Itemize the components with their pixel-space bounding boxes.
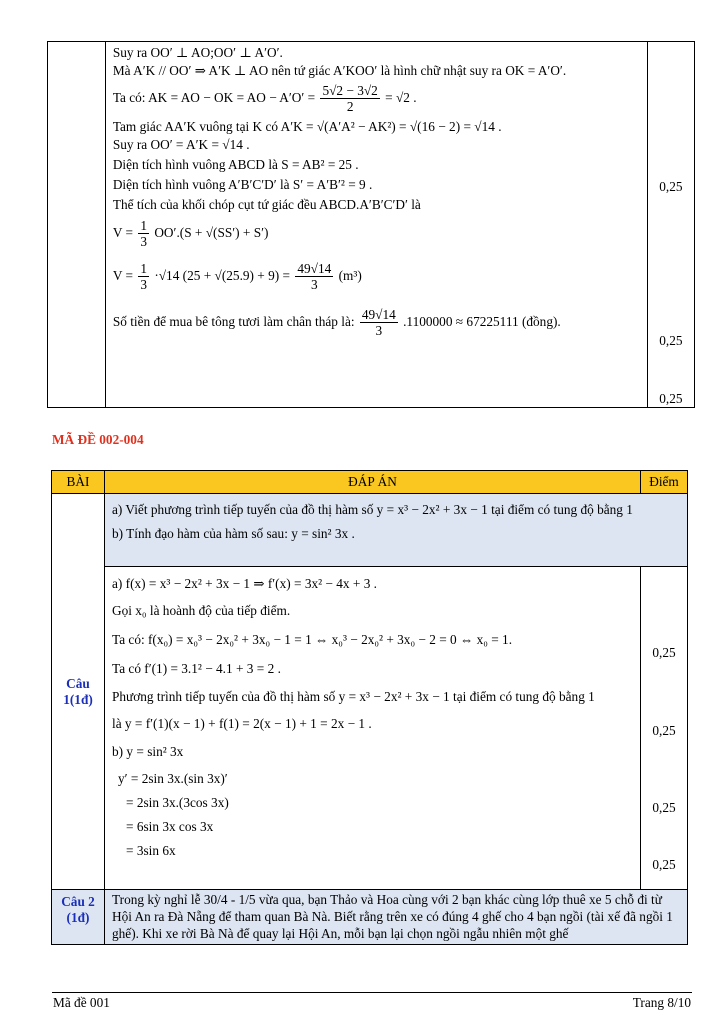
question-2-text: Trong kỳ nghỉ lễ 30/4 - 1/5 vừa qua, bạn Thảo và Hoa cùng với 2 bạn khác cùng lớp thuê xe 5 chỗ đi từ Hội An ra Đà Nẵng để tham quan Bà Nà. Biết rằng trên xe có đúng 4 ghế cho 4 bạn ngồi (tài xế đã ngồi 1 ghế). Khi xe rời Bà Nà để quay lại Hội An, mỗi bạn lại chọn ngồi ngẫu nhiên một ghế [112, 892, 673, 941]
fraction [295, 261, 333, 292]
prompt-line: b) Tính đạo hàm của hàm số sau: y = sin² 3x . [112, 526, 355, 541]
solution-cell [105, 42, 647, 408]
solution-line: Gọi x₀ là hoành độ của tiếp điểm. [112, 603, 291, 618]
equation-text: OO′.(S + √(SS′) + S′) [154, 225, 269, 240]
footer-divider [52, 992, 692, 993]
solution-line: Mà A′K // OO′ ⇒ A′K ⊥ AO nên tứ giác A′KOO′ là hình chữ nhật suy ra OK = A′O′. [112, 63, 567, 78]
solution-line: Thể tích của khối chóp cụt tứ giác đều ABCD.A′B′C′D′ là [112, 197, 421, 212]
solution-line: là y = f′(1)(x − 1) + f(1) = 2(x − 1) + 1 = 2x − 1 . [112, 716, 372, 731]
question-points: 1(1đ) [63, 691, 93, 707]
solution-line: Diện tích hình vuông ABCD là S = AB² = 25 . [112, 157, 359, 172]
equation-text: V = [112, 268, 134, 283]
solution-line: Suy ra OO′ = A′K = √14 . [112, 137, 250, 152]
equation-text: V = [112, 225, 134, 240]
equation-text: ·√14 (25 + √(25.9) + 9) = [154, 268, 291, 283]
fraction-denominator: 2 [346, 99, 354, 115]
solution-line: Ta có: f(x₀) = x₀³ − 2x₀² + 3x₀ − 1 = 1 ⇔ x₀³ − 2x₀² + 3x₀ − 2 = 0 ⇔ x₀ = 1. [112, 632, 513, 647]
solution-line: Suy ra OO′ ⊥ AO;OO′ ⊥ A′O′. [112, 45, 283, 60]
solution-line: = 3sin 6x [126, 843, 176, 858]
fraction-denominator: 3 [310, 277, 318, 293]
fraction-numerator: 1 [140, 218, 147, 234]
score-cell [647, 42, 694, 408]
score-value: 0,25 [652, 723, 676, 738]
fraction-numerator: 1 [140, 261, 147, 277]
footer-exam-code: Mã đề 001 [53, 995, 110, 1010]
score-value: 0,25 [659, 391, 683, 406]
solution-line: Diện tích hình vuông A′B′C′D′ là S′ = A′B′² = 9 . [112, 177, 373, 192]
fraction [360, 307, 398, 338]
fraction [138, 218, 149, 249]
equation-text: = √2 . [385, 90, 417, 105]
solution-line [113, 302, 647, 342]
question-label-text: Câu 2 [61, 894, 95, 909]
empty-label-cell [48, 42, 106, 408]
solution-line: = 2sin 3x.(3cos 3x) [126, 795, 229, 810]
fraction-numerator: 49√14 [361, 307, 396, 323]
solution-line: b) y = sin² 3x [112, 744, 184, 759]
solution-line [113, 256, 647, 296]
solution-line: Tam giác AA′K vuông tại K có A′K = √(A′A² − AK²) = √(16 − 2) = √14 . [112, 119, 502, 134]
score-value: 0,25 [652, 857, 676, 872]
solution-line: = 6sin 3x cos 3x [126, 819, 214, 834]
footer-page-number: Trang 8/10 [632, 995, 691, 1010]
score-value: 0,25 [652, 800, 676, 815]
question-1-label [52, 494, 105, 890]
question-1-solution [105, 567, 641, 890]
solution-line: y′ = 2sin 3x.(sin 3x)′ [118, 771, 228, 786]
header-bai: BÀI [52, 471, 105, 494]
score-value: 0,25 [659, 179, 683, 194]
fraction-numerator: 5√2 − 3√2 [322, 83, 378, 99]
question-2-prompt [105, 890, 688, 945]
prompt-line: a) Viết phương trình tiếp tuyến của đồ thị hàm số y = x³ − 2x² + 3x − 1 tại điểm có tung độ bằng 1 [112, 502, 633, 517]
header-dap-an: ĐÁP ÁN [105, 471, 641, 494]
score-value: 0,25 [659, 333, 683, 348]
solution-line: Ta có f′(1) = 3.1² − 4.1 + 3 = 2 . [112, 661, 281, 676]
fraction-denominator: 3 [375, 323, 383, 339]
answer-table [51, 470, 688, 945]
question-label-text: Câu [66, 675, 90, 691]
header-diem: Điểm [641, 471, 688, 494]
equation-text: Ta có: AK = AO − OK = AO − A′O′ = [112, 90, 316, 105]
equation-text: Số tiền để mua bê tông tươi làm chân tháp là: [112, 314, 355, 329]
equation-text: (m³) [338, 268, 362, 283]
solution-line [113, 214, 647, 252]
score-value: 0,25 [652, 645, 676, 660]
fraction-numerator: 49√14 [297, 261, 332, 277]
solution-line: Phương trình tiếp tuyến của đồ thị hàm số y = x³ − 2x² + 3x − 1 tại điểm có tung độ bằng 1 [112, 689, 595, 704]
question-points: (1đ) [66, 910, 90, 925]
solution-table-continued [47, 41, 695, 408]
question-1-scores [641, 567, 688, 890]
fraction-denominator: 3 [140, 277, 147, 293]
fraction-denominator: 3 [140, 234, 147, 250]
solution-line: a) f(x) = x³ − 2x² + 3x − 1 ⇒ f′(x) = 3x² − 4x + 3 . [112, 576, 377, 591]
question-1-prompt [105, 494, 688, 567]
fraction [138, 261, 149, 292]
question-2-label [52, 890, 105, 945]
exam-code-heading: MÃ ĐỀ 002-004 [52, 432, 144, 447]
solution-line [113, 80, 647, 116]
equation-text: .1100000 ≈ 67225111 (đồng). [403, 314, 561, 329]
fraction [320, 83, 379, 114]
